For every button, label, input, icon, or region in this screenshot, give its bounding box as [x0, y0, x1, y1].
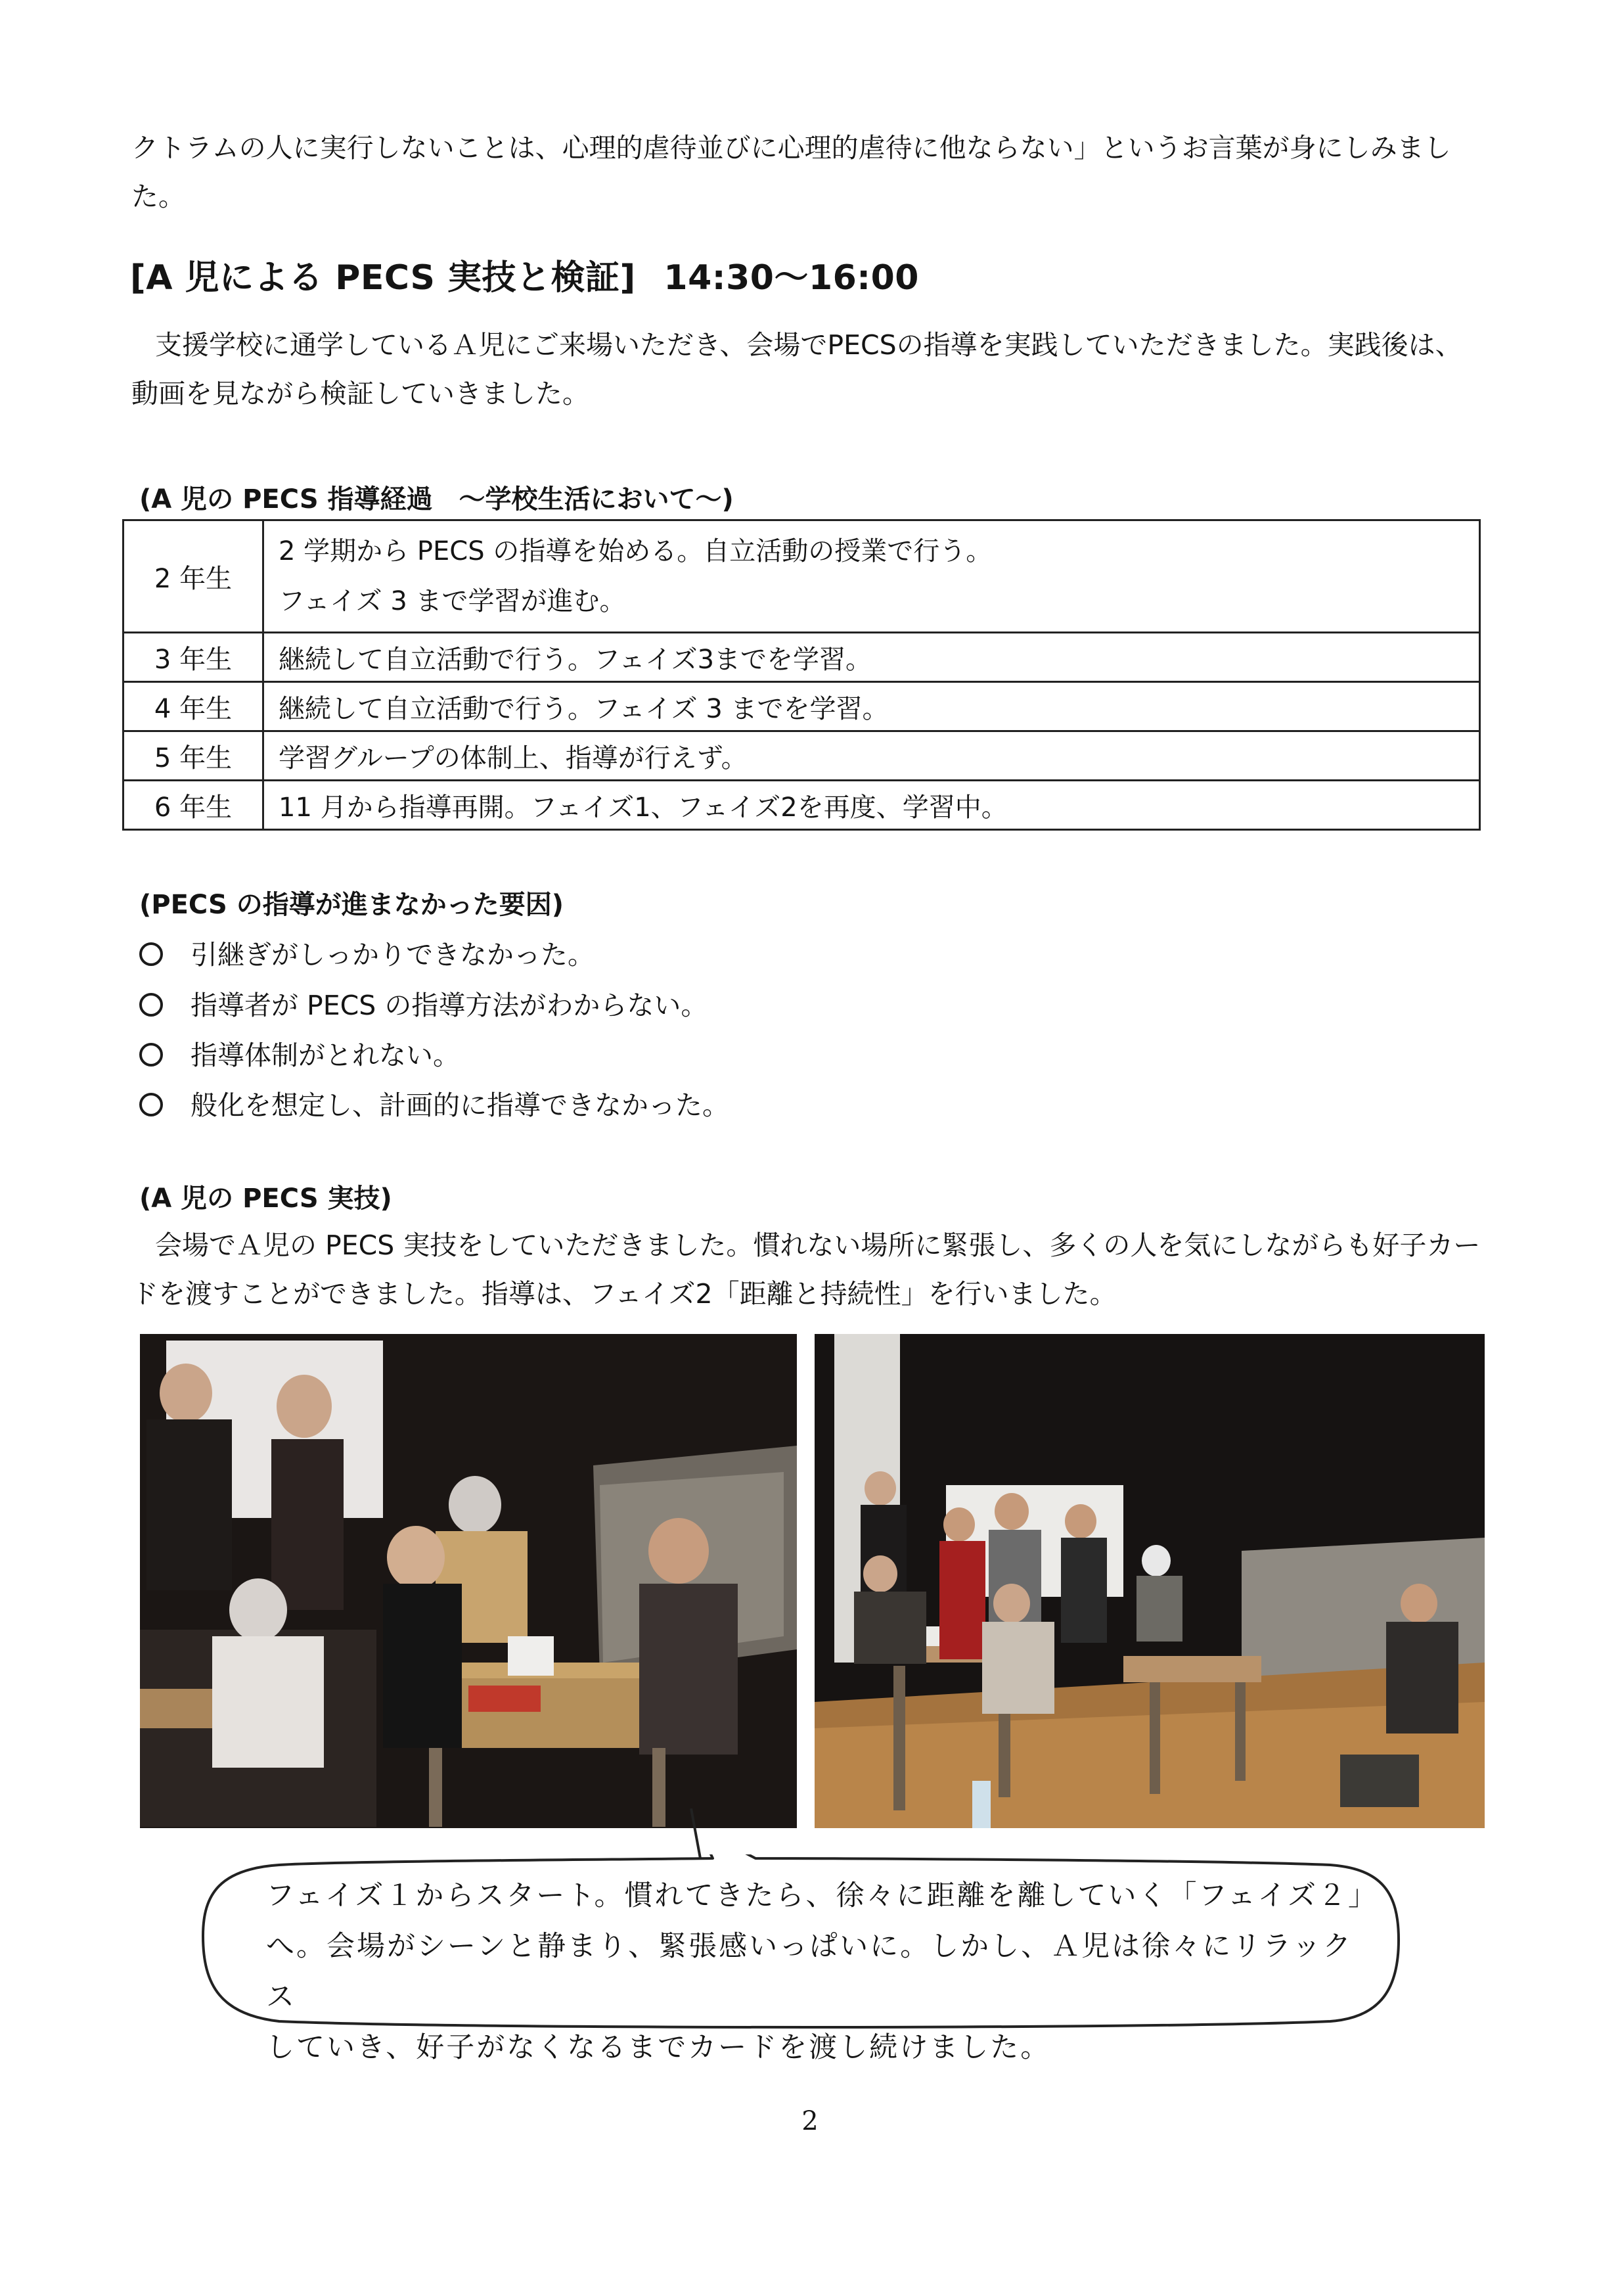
- bubble-text: [266, 1871, 1378, 2073]
- factors-heading: (PECS の指導が進まなかった要因): [139, 890, 564, 920]
- detail-cell: 継続して自立活動で行う。フェイズ 3 までを学習。: [263, 682, 1480, 731]
- demo-line-2: ドを渡すことができました。指導は、フェイズ2「距離と持続性」を行いました。: [131, 1278, 1117, 1310]
- history-heading: (A 児の PECS 指導経過 〜学校生活において〜): [139, 484, 734, 515]
- section-title: [130, 250, 919, 299]
- section-time: 14:30〜16:00: [664, 258, 919, 298]
- list-item: [139, 1084, 729, 1122]
- year-cell: 5 年生: [124, 731, 263, 781]
- bubble-line: していき、好子がなくなるまでカードを渡し続けました。: [266, 2031, 1051, 2064]
- circle-bullet-icon: [139, 1043, 163, 1067]
- list-item-text: 指導者が PECS の指導方法がわからない。: [191, 990, 708, 1021]
- table-row: [124, 633, 1480, 682]
- circle-bullet-icon: [139, 1093, 163, 1116]
- detail-cell: [263, 520, 1480, 633]
- photo-pecs-demo-venue: [815, 1334, 1485, 1828]
- detail-cell: 11 月から指導再開。フェイズ1、フェイズ2を再度、学習中。: [263, 781, 1480, 830]
- circle-bullet-icon: [139, 942, 163, 966]
- list-item-text: 引継ぎがしっかりできなかった。: [191, 939, 595, 971]
- year-cell: 4 年生: [124, 682, 263, 731]
- list-item: [139, 984, 708, 1022]
- list-item-text: 般化を想定し、計画的に指導できなかった。: [191, 1090, 729, 1121]
- detail-line: 2 学期から PECS の指導を始める。自立活動の授業で行う。: [279, 536, 993, 566]
- intro-line-1: クトラムの人に実行しないことは、心理的虐待並びに心理的虐待に他ならない」というお言葉が身にしみまし: [131, 132, 1451, 164]
- bubble-line: フェイズ１からスタート。慣れてきたら、徐々に距離を離していく「フェイズ２」: [266, 1879, 1378, 1912]
- detail-cell: 学習グループの体制上、指導が行えず。: [263, 731, 1480, 781]
- table-row: [124, 731, 1480, 781]
- year-cell: 6 年生: [124, 781, 263, 830]
- detail-cell: 継続して自立活動で行う。フェイズ3までを学習。: [263, 633, 1480, 682]
- circle-bullet-icon: [139, 993, 163, 1017]
- bubble-line: へ。会場がシーンと静まり、緊張感いっぱいに。しかし、Ａ児は徐々にリラックス: [266, 1930, 1353, 2013]
- photo-pecs-demo-closeup: [140, 1334, 797, 1828]
- table-row: [124, 520, 1480, 633]
- speech-bubble-tail: [683, 1808, 749, 1861]
- list-item: [139, 1034, 460, 1072]
- year-cell: 3 年生: [124, 633, 263, 682]
- table-row: [124, 781, 1480, 830]
- year-cell: 2 年生: [124, 520, 263, 633]
- section-desc-line-1: 支援学校に通学しているＡ児にご来場いただき、会場でPECSの指導を実践していただきました。実践後は、: [155, 329, 1462, 361]
- detail-line: フェイズ 3 まで学習が進む。: [279, 586, 626, 616]
- demo-heading: (A 児の PECS 実技): [139, 1183, 392, 1214]
- demo-line-1: 会場でＡ児の PECS 実技をしていただきました。慣れない場所に緊張し、多くの人を気にしながらも好子カー: [155, 1229, 1481, 1261]
- list-item-text: 指導体制がとれない。: [191, 1040, 460, 1071]
- intro-line-2: た。: [131, 181, 185, 212]
- page-number: 2: [801, 2106, 819, 2136]
- history-table: [122, 519, 1481, 831]
- section-title-text: [A 児による PECS 実技と検証]: [130, 258, 636, 298]
- table-row: [124, 682, 1480, 731]
- list-item: [139, 933, 595, 972]
- section-desc-line-2: 動画を見ながら検証していきました。: [131, 378, 589, 409]
